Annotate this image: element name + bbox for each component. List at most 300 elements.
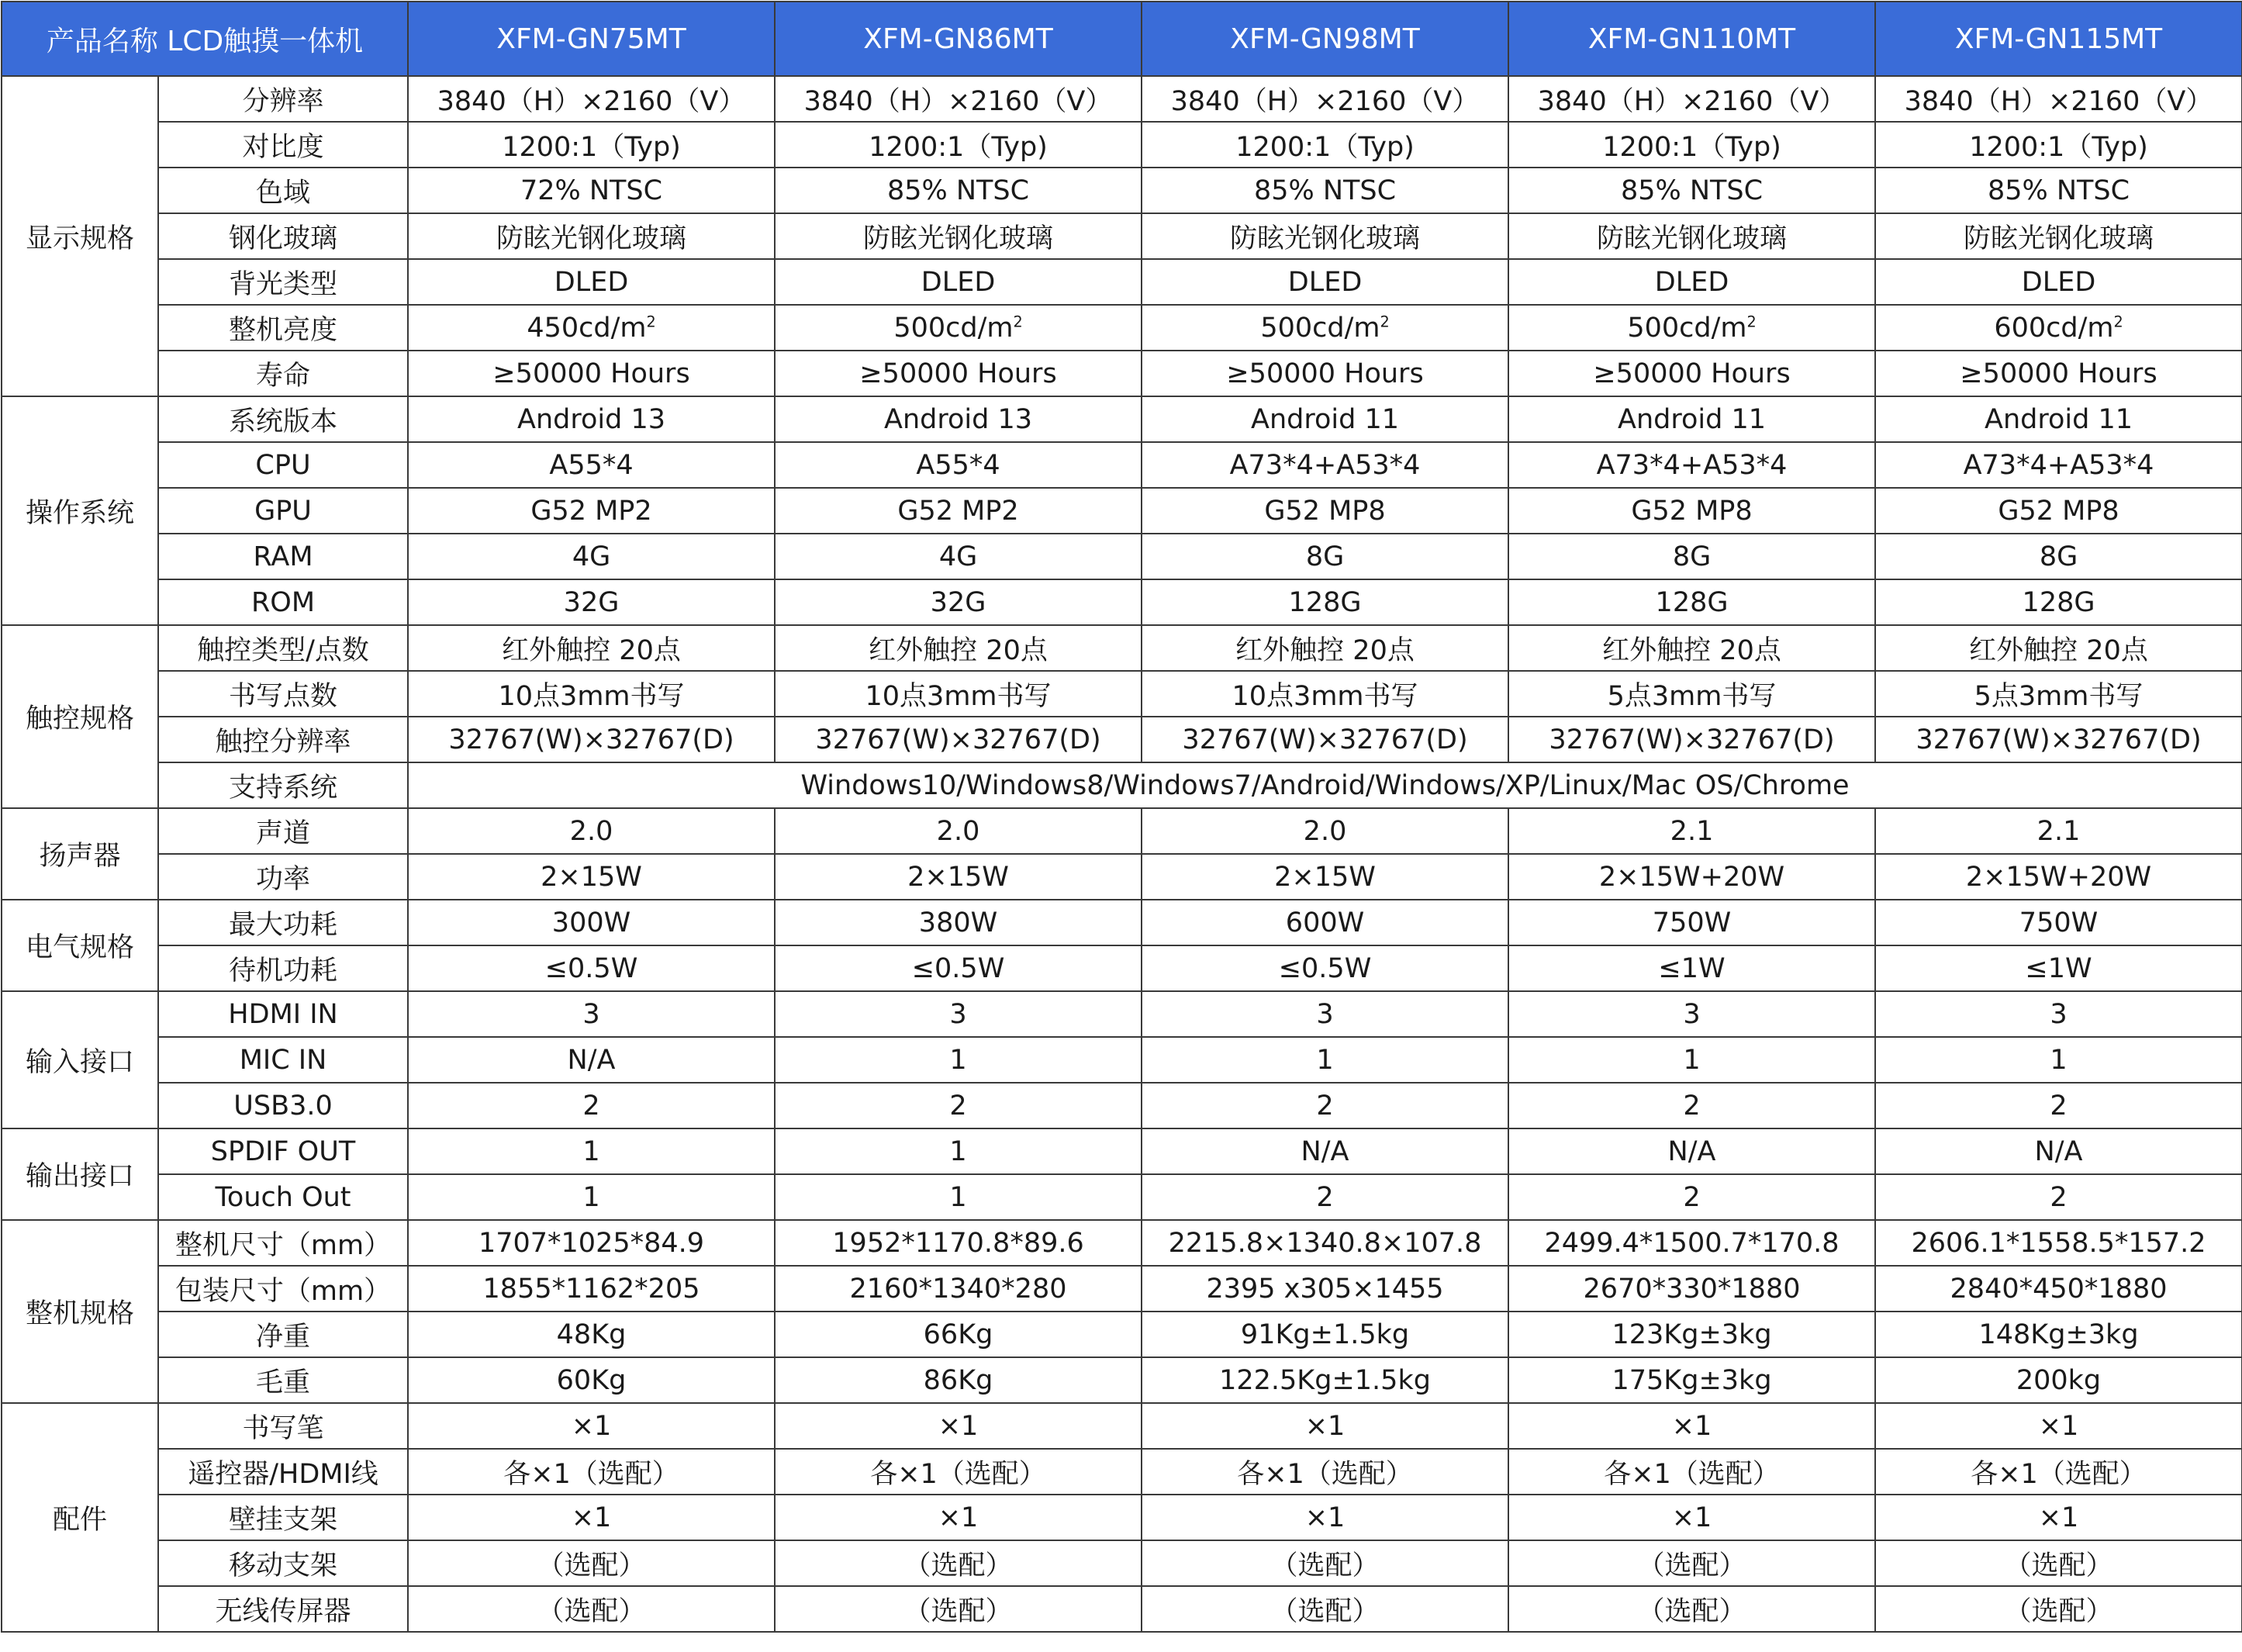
spec-value — [1875, 1449, 2242, 1495]
spec-value-text: 红外触控 20点 — [502, 634, 681, 666]
spec-label: ROM — [158, 579, 408, 625]
spec-value — [1875, 1586, 2242, 1632]
spec-value-text: 72% NTSC — [520, 175, 663, 206]
spec-value — [775, 991, 1142, 1037]
spec-label: 书写点数 — [158, 671, 408, 717]
spec-value-text: （选配） — [1637, 1550, 1746, 1581]
spec-value-text: 85% NTSC — [1620, 175, 1764, 206]
table-row — [2, 1037, 2242, 1083]
table-row — [2, 991, 2242, 1037]
spec-value — [408, 900, 775, 945]
spec-value-text: A73*4+A53*4 — [1963, 449, 2154, 481]
spec-value — [408, 625, 775, 671]
spec-label: 声道 — [158, 808, 408, 854]
spec-value-text: 8G — [1672, 541, 1712, 572]
model-header: XFM-GN75MT — [408, 2, 775, 76]
spec-value-text: 4G — [938, 541, 978, 572]
group-label: 配件 — [2, 1403, 158, 1632]
spec-value-text: ≤0.5W — [544, 952, 638, 984]
table-row — [2, 945, 2242, 991]
spec-label: CPU — [158, 442, 408, 488]
spec-value-text: DLED — [921, 266, 996, 298]
table-row — [2, 1174, 2242, 1220]
spec-value — [1875, 1220, 2242, 1266]
spec-table — [1, 1, 2242, 1633]
spec-value — [408, 1128, 775, 1174]
spec-value — [775, 76, 1142, 122]
spec-value-text: 200kg — [2016, 1364, 2102, 1396]
spec-value-text: 10点3mm书写 — [1232, 680, 1418, 712]
spec-value-text: DLED — [1654, 266, 1729, 298]
spec-value — [775, 1403, 1142, 1449]
spec-value-text: 2 — [1683, 1090, 1701, 1121]
spec-value-text: Android 11 — [1985, 403, 2133, 435]
spec-value — [775, 259, 1142, 305]
spec-value — [408, 1495, 775, 1540]
spec-value-text: 防眩光钢化玻璃 — [863, 223, 1054, 254]
spec-value-text: 1707*1025*84.9 — [478, 1227, 705, 1259]
spec-value — [1875, 396, 2242, 442]
spec-value-text: 3840（H）×2160（V） — [1170, 85, 1480, 117]
spec-value — [1508, 1586, 1875, 1632]
spec-value — [408, 396, 775, 442]
spec-value — [1508, 671, 1875, 717]
spec-value-text: （选配） — [1270, 1550, 1380, 1581]
unit-superscript: 2 — [1013, 312, 1023, 330]
spec-value — [408, 534, 775, 579]
spec-value — [1508, 1540, 1875, 1586]
table-row — [2, 1083, 2242, 1128]
spec-value-text: ≥50000 Hours — [492, 358, 690, 389]
spec-value — [1508, 76, 1875, 122]
spec-value — [775, 808, 1142, 854]
spec-value-text: （选配） — [2004, 1595, 2113, 1627]
spec-value — [1875, 1128, 2242, 1174]
spec-value — [1508, 1495, 1875, 1540]
spec-value-text: 1952*1170.8*89.6 — [832, 1227, 1084, 1259]
spec-value-text: 32767(W)×32767(D) — [1549, 724, 1835, 755]
spec-value — [408, 351, 775, 396]
spec-value-text: 66Kg — [923, 1318, 993, 1350]
spec-value-text: 32G — [930, 586, 986, 618]
spec-value-text: 2160*1340*280 — [849, 1273, 1067, 1305]
model-header: XFM-GN110MT — [1508, 2, 1875, 76]
spec-value-text: （选配） — [537, 1595, 646, 1627]
spec-value-text: ≤0.5W — [1278, 952, 1372, 984]
spec-value — [408, 1403, 775, 1449]
spec-value — [775, 168, 1142, 213]
spec-value-text: 86Kg — [923, 1364, 993, 1396]
table-row — [2, 854, 2242, 900]
table-row — [2, 808, 2242, 854]
spec-value — [1142, 213, 1508, 259]
spec-value-text: 5点3mm书写 — [1974, 680, 2144, 712]
table-row — [2, 259, 2242, 305]
spec-value — [1875, 991, 2242, 1037]
spec-value-text: 85% NTSC — [1253, 175, 1397, 206]
spec-label: 对比度 — [158, 122, 408, 168]
spec-value — [1508, 1174, 1875, 1220]
spec-value — [775, 1174, 1142, 1220]
spec-value — [1142, 1403, 1508, 1449]
table-row — [2, 1312, 2242, 1357]
spec-value — [408, 945, 775, 991]
spec-value-text: DLED — [1287, 266, 1363, 298]
spec-value-text: 450cd/m — [527, 312, 647, 344]
spec-label: 分辨率 — [158, 76, 408, 122]
spec-value — [1875, 1495, 2242, 1540]
spec-value-text: （选配） — [1637, 1595, 1746, 1627]
spec-value — [1508, 900, 1875, 945]
spec-value — [775, 1540, 1142, 1586]
spec-value — [775, 396, 1142, 442]
spec-value — [408, 122, 775, 168]
spec-value-text: （选配） — [903, 1595, 1013, 1627]
unit-superscript: 2 — [1746, 312, 1757, 330]
spec-value-text: Android 13 — [884, 403, 1032, 435]
table-row — [2, 213, 2242, 259]
spec-value — [1875, 1357, 2242, 1403]
spec-value — [1875, 579, 2242, 625]
spec-value-text: ×1 — [1671, 1502, 1712, 1533]
table-header — [2, 2, 2242, 76]
spec-label: 书写笔 — [158, 1403, 408, 1449]
spec-value-text: 红外触控 20点 — [1602, 634, 1781, 666]
spec-value-text: DLED — [2021, 266, 2096, 298]
spec-value-text: 各×1（选配） — [1971, 1458, 2147, 1490]
spec-value-text: Android 11 — [1251, 403, 1399, 435]
spec-value-text: 1200:1（Typ) — [502, 131, 681, 163]
spec-value — [1875, 900, 2242, 945]
spec-value — [775, 1586, 1142, 1632]
table-row — [2, 1266, 2242, 1312]
spec-value — [1875, 534, 2242, 579]
spec-value-text: 红外触控 20点 — [1235, 634, 1415, 666]
spec-value — [1875, 717, 2242, 762]
spec-value-text: 2 — [1316, 1181, 1334, 1213]
spec-value — [775, 1357, 1142, 1403]
spec-value — [1142, 1037, 1508, 1083]
spec-value — [1142, 991, 1508, 1037]
spec-value — [1875, 488, 2242, 534]
spec-value-text: 2.0 — [936, 815, 980, 847]
spec-value-text: 1 — [1316, 1044, 1334, 1076]
spec-value-text: N/A — [1667, 1135, 1716, 1167]
spec-value-text: 48Kg — [556, 1318, 627, 1350]
spec-value — [775, 717, 1142, 762]
spec-value-text: 32767(W)×32767(D) — [1916, 724, 2202, 755]
spec-value — [1875, 259, 2242, 305]
spec-value-span: Windows10/Windows8/Windows7/Android/Windows/XP/Linux/Mac OS/Chrome — [408, 762, 2242, 808]
spec-label: 遥控器/HDMI线 — [158, 1449, 408, 1495]
spec-label: 净重 — [158, 1312, 408, 1357]
spec-label: 钢化玻璃 — [158, 213, 408, 259]
spec-value-text: ≥50000 Hours — [1593, 358, 1791, 389]
spec-value — [1142, 1586, 1508, 1632]
spec-value — [1875, 1083, 2242, 1128]
spec-value-text: 各×1（选配） — [1604, 1458, 1780, 1490]
product-name-header: 产品名称 LCD触摸一体机 — [2, 2, 408, 76]
spec-value-text: 91Kg±1.5kg — [1240, 1318, 1410, 1350]
spec-label: 包装尺寸（mm） — [158, 1266, 408, 1312]
spec-value — [1508, 396, 1875, 442]
spec-value-text: 380W — [918, 907, 998, 938]
table-row — [2, 1586, 2242, 1632]
spec-value — [775, 534, 1142, 579]
spec-value — [1508, 945, 1875, 991]
spec-value-text: 1200:1（Typ) — [1235, 131, 1415, 163]
spec-value-text: 1 — [582, 1135, 600, 1167]
spec-value — [1875, 1540, 2242, 1586]
spec-value — [408, 854, 775, 900]
group-label: 扬声器 — [2, 808, 158, 900]
table-row — [2, 534, 2242, 579]
spec-value-text: 1 — [949, 1135, 967, 1167]
spec-label: GPU — [158, 488, 408, 534]
spec-value-text: ×1 — [1304, 1410, 1346, 1442]
spec-value — [1508, 1220, 1875, 1266]
spec-value-text: 85% NTSC — [886, 175, 1030, 206]
spec-value — [1875, 168, 2242, 213]
spec-value-text: 红外触控 20点 — [869, 634, 1048, 666]
spec-value — [775, 1220, 1142, 1266]
spec-value-text: 1200:1（Typ) — [869, 131, 1048, 163]
spec-value — [1142, 305, 1508, 351]
spec-label: 移动支架 — [158, 1540, 408, 1586]
spec-value-text: 防眩光钢化玻璃 — [496, 223, 687, 254]
spec-value — [775, 854, 1142, 900]
unit-superscript: 2 — [1380, 312, 1390, 330]
spec-value — [775, 625, 1142, 671]
spec-value — [408, 1174, 775, 1220]
table-row — [2, 168, 2242, 213]
table-row — [2, 762, 2242, 808]
spec-value-text: ×1 — [571, 1410, 612, 1442]
spec-value-text: 2840*450*1880 — [1950, 1273, 2168, 1305]
spec-value — [1875, 1403, 2242, 1449]
spec-value-text: 3 — [949, 998, 967, 1030]
spec-value — [1875, 1312, 2242, 1357]
spec-value — [775, 351, 1142, 396]
spec-value — [775, 1449, 1142, 1495]
spec-value-text: ≥50000 Hours — [859, 358, 1057, 389]
spec-value-text: 8G — [2039, 541, 2078, 572]
unit-superscript: 2 — [646, 312, 656, 330]
spec-value-text: 500cd/m — [1260, 312, 1380, 344]
spec-label: 整机亮度 — [158, 305, 408, 351]
table-row — [2, 900, 2242, 945]
spec-value-text: 500cd/m — [1627, 312, 1747, 344]
spec-value-text: 32767(W)×32767(D) — [448, 724, 734, 755]
spec-label: 支持系统 — [158, 762, 408, 808]
spec-value-text: 60Kg — [556, 1364, 627, 1396]
spec-value-text: 10点3mm书写 — [498, 680, 685, 712]
spec-value-text: 2×15W — [541, 861, 642, 893]
spec-value-text: ×1 — [1671, 1410, 1712, 1442]
spec-value — [408, 1037, 775, 1083]
spec-value — [1508, 1128, 1875, 1174]
spec-value — [408, 305, 775, 351]
spec-value — [1142, 351, 1508, 396]
spec-value — [1875, 945, 2242, 991]
spec-value-text: 122.5Kg±1.5kg — [1219, 1364, 1431, 1396]
spec-value — [775, 900, 1142, 945]
spec-value — [1142, 1495, 1508, 1540]
group-label: 操作系统 — [2, 396, 158, 625]
spec-value-text: 2×15W+20W — [1965, 861, 2152, 893]
spec-value — [1142, 1174, 1508, 1220]
spec-value — [1875, 213, 2242, 259]
spec-value — [1142, 625, 1508, 671]
spec-value — [1142, 1357, 1508, 1403]
spec-value-text: N/A — [1301, 1135, 1349, 1167]
spec-value — [408, 488, 775, 534]
spec-value-text: 128G — [1288, 586, 1362, 618]
spec-value-text: 85% NTSC — [1987, 175, 2130, 206]
spec-value-text: 175Kg±3kg — [1612, 1364, 1772, 1396]
spec-value-text: 600cd/m — [1994, 312, 2114, 344]
spec-value — [1508, 351, 1875, 396]
spec-value — [775, 1495, 1142, 1540]
spec-value-text: A73*4+A53*4 — [1229, 449, 1421, 481]
spec-value — [408, 671, 775, 717]
table-row — [2, 717, 2242, 762]
spec-label: 无线传屏器 — [158, 1586, 408, 1632]
spec-value-text: 3840（H）×2160（V） — [437, 85, 746, 117]
spec-value — [1142, 717, 1508, 762]
spec-value — [408, 1449, 775, 1495]
model-header: XFM-GN115MT — [1875, 2, 2242, 76]
header-row — [2, 2, 2242, 76]
spec-value-text: 300W — [551, 907, 631, 938]
spec-value-text: 500cd/m — [893, 312, 1014, 344]
spec-value — [1142, 945, 1508, 991]
spec-value — [1875, 808, 2242, 854]
spec-label: 毛重 — [158, 1357, 408, 1403]
spec-label: MIC IN — [158, 1037, 408, 1083]
spec-value-text: 2 — [2050, 1181, 2068, 1213]
spec-label: Touch Out — [158, 1174, 408, 1220]
table-row — [2, 488, 2242, 534]
spec-value — [1142, 442, 1508, 488]
spec-value-text: 600W — [1285, 907, 1365, 938]
spec-value-text: 2670*330*1880 — [1583, 1273, 1801, 1305]
table-row — [2, 1449, 2242, 1495]
spec-value — [1142, 259, 1508, 305]
group-label: 输入接口 — [2, 991, 158, 1128]
spec-value-text: 2×15W — [907, 861, 1009, 893]
unit-superscript: 2 — [2113, 312, 2123, 330]
spec-value — [1508, 1357, 1875, 1403]
table-row — [2, 579, 2242, 625]
spec-value — [1508, 259, 1875, 305]
spec-value-text: Android 13 — [517, 403, 665, 435]
spec-value-text: 1 — [949, 1044, 967, 1076]
table-row — [2, 1495, 2242, 1540]
spec-value — [1142, 1312, 1508, 1357]
spec-value — [1508, 991, 1875, 1037]
spec-value — [1508, 808, 1875, 854]
spec-value-text: 1 — [2050, 1044, 2068, 1076]
spec-value-text: 各×1（选配） — [870, 1458, 1046, 1490]
spec-value — [408, 1540, 775, 1586]
spec-value — [408, 76, 775, 122]
spec-value — [408, 168, 775, 213]
table-row — [2, 122, 2242, 168]
spec-value — [1875, 671, 2242, 717]
spec-value — [1142, 168, 1508, 213]
spec-value — [1142, 671, 1508, 717]
spec-value-text: （选配） — [1270, 1595, 1380, 1627]
group-label: 整机规格 — [2, 1220, 158, 1403]
spec-value-text: ≥50000 Hours — [1960, 358, 2157, 389]
spec-value-text: 32G — [563, 586, 620, 618]
spec-value — [775, 305, 1142, 351]
spec-value-text: ×1 — [938, 1502, 979, 1533]
spec-value-text: 2.1 — [2036, 815, 2081, 847]
spec-value-text: ×1 — [1304, 1502, 1346, 1533]
spec-value-text: 1 — [1683, 1044, 1701, 1076]
spec-value-text: 3 — [2050, 998, 2068, 1030]
spec-value — [1875, 854, 2242, 900]
spec-value-text: ≤1W — [2025, 952, 2092, 984]
spec-value — [1508, 1312, 1875, 1357]
spec-value — [1875, 625, 2242, 671]
spec-value-text: 128G — [1655, 586, 1729, 618]
spec-value-text: ≤1W — [1658, 952, 1726, 984]
table-row — [2, 1220, 2242, 1266]
table-row — [2, 305, 2242, 351]
model-header: XFM-GN98MT — [1142, 2, 1508, 76]
spec-value — [1142, 1540, 1508, 1586]
spec-value — [1875, 442, 2242, 488]
table-row — [2, 76, 2242, 122]
spec-value — [775, 488, 1142, 534]
spec-label: 最大功耗 — [158, 900, 408, 945]
spec-value — [1142, 1449, 1508, 1495]
spec-value-text: 128G — [2022, 586, 2095, 618]
spec-value-text: 防眩光钢化玻璃 — [1230, 223, 1421, 254]
spec-value-text: ≥50000 Hours — [1226, 358, 1424, 389]
spec-value — [1142, 76, 1508, 122]
spec-value — [1875, 1037, 2242, 1083]
spec-value — [775, 213, 1142, 259]
spec-value — [1508, 305, 1875, 351]
spec-value — [1875, 1174, 2242, 1220]
spec-value-text: 各×1（选配） — [503, 1458, 679, 1490]
group-label: 显示规格 — [2, 76, 158, 396]
spec-label: 背光类型 — [158, 259, 408, 305]
spec-value-text: 3 — [1683, 998, 1701, 1030]
spec-value-text: 防眩光钢化玻璃 — [1597, 223, 1788, 254]
table-row — [2, 1403, 2242, 1449]
spec-label: HDMI IN — [158, 991, 408, 1037]
spec-value-text: 10点3mm书写 — [865, 680, 1052, 712]
spec-value-text: G52 MP8 — [1264, 495, 1386, 527]
spec-value-text: 2215.8×1340.8×107.8 — [1168, 1227, 1482, 1259]
spec-label: USB3.0 — [158, 1083, 408, 1128]
spec-label: 待机功耗 — [158, 945, 408, 991]
spec-value — [1142, 1266, 1508, 1312]
table-row — [2, 1357, 2242, 1403]
spec-value — [1875, 76, 2242, 122]
table-row — [2, 1540, 2242, 1586]
spec-value-text: ×1 — [2038, 1502, 2079, 1533]
spec-value-text: 3 — [582, 998, 600, 1030]
spec-value — [775, 1266, 1142, 1312]
spec-value-text: 3840（H）×2160（V） — [1904, 85, 2213, 117]
spec-value-text: 5点3mm书写 — [1607, 680, 1777, 712]
